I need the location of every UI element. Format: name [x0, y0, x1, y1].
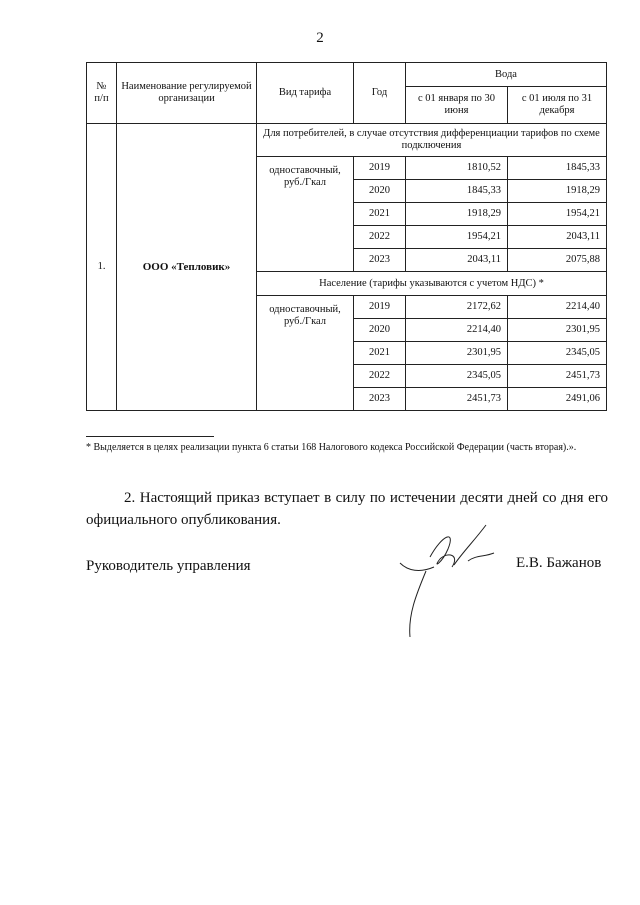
value-period-2: 1918,29 — [508, 180, 607, 203]
organization-name: ООО «Тепловик» — [117, 124, 257, 411]
value-period-1: 1918,29 — [406, 203, 508, 226]
page-number: 2 — [316, 30, 324, 46]
value-period-2: 2214,40 — [508, 296, 607, 319]
section-title-2: Население (тарифы указываются с учетом НДС) * — [257, 272, 607, 296]
year-cell: 2022 — [354, 226, 406, 249]
year-cell: 2020 — [354, 180, 406, 203]
footnote-divider — [86, 436, 214, 437]
value-period-2: 1845,33 — [508, 157, 607, 180]
value-period-2: 2075,88 — [508, 249, 607, 272]
year-cell: 2020 — [354, 319, 406, 342]
value-period-1: 2172,62 — [406, 296, 508, 319]
signer-name: Е.В. Бажанов — [516, 555, 602, 571]
section-title-1: Для потребителей, в случае отсутствия дифференциации тарифов по схеме подключения — [257, 124, 607, 157]
value-period-2: 1954,21 — [508, 203, 607, 226]
header-row-1 — [87, 63, 607, 87]
year-cell: 2021 — [354, 342, 406, 365]
signer-title: Руководитель управления — [86, 558, 251, 574]
order-paragraph: 2. Настоящий приказ вступает в силу по истечении десяти дней со дня его официального опубликования. — [86, 490, 608, 528]
tariff-table — [86, 62, 607, 411]
year-cell: 2019 — [354, 296, 406, 319]
value-period-2: 2451,73 — [508, 365, 607, 388]
tariff-type-2: одноставочный, руб./Гкал — [257, 296, 354, 411]
section-title-row-1 — [87, 124, 607, 157]
header-tariff-type: Вид тарифа — [257, 63, 354, 124]
value-period-2: 2301,95 — [508, 319, 607, 342]
header-year: Год — [354, 63, 406, 124]
header-org: Наименование регулируемой организации — [117, 63, 257, 124]
value-period-2: 2043,11 — [508, 226, 607, 249]
footnote: * Выделяется в целях реализации пункта 6 статьи 168 Налогового кодекса Российской Федерации (часть вторая).». — [86, 442, 577, 453]
value-period-1: 2451,73 — [406, 388, 508, 411]
handwritten-signature — [390, 515, 510, 645]
year-cell: 2023 — [354, 249, 406, 272]
year-cell: 2021 — [354, 203, 406, 226]
header-num: № п/п — [87, 63, 117, 124]
value-period-1: 1954,21 — [406, 226, 508, 249]
year-cell: 2019 — [354, 157, 406, 180]
tariff-type-1: одноставочный, руб./Гкал — [257, 157, 354, 272]
year-cell: 2022 — [354, 365, 406, 388]
value-period-1: 2301,95 — [406, 342, 508, 365]
value-period-1: 1810,52 — [406, 157, 508, 180]
value-period-1: 2043,11 — [406, 249, 508, 272]
year-cell: 2023 — [354, 388, 406, 411]
header-period-2: с 01 июля по 31 декабря — [508, 87, 607, 124]
header-period-1: с 01 января по 30 июня — [406, 87, 508, 124]
value-period-1: 2345,05 — [406, 365, 508, 388]
row-number: 1. — [87, 124, 117, 411]
value-period-1: 2214,40 — [406, 319, 508, 342]
header-group-water: Вода — [406, 63, 607, 87]
value-period-2: 2345,05 — [508, 342, 607, 365]
value-period-2: 2491,06 — [508, 388, 607, 411]
value-period-1: 1845,33 — [406, 180, 508, 203]
